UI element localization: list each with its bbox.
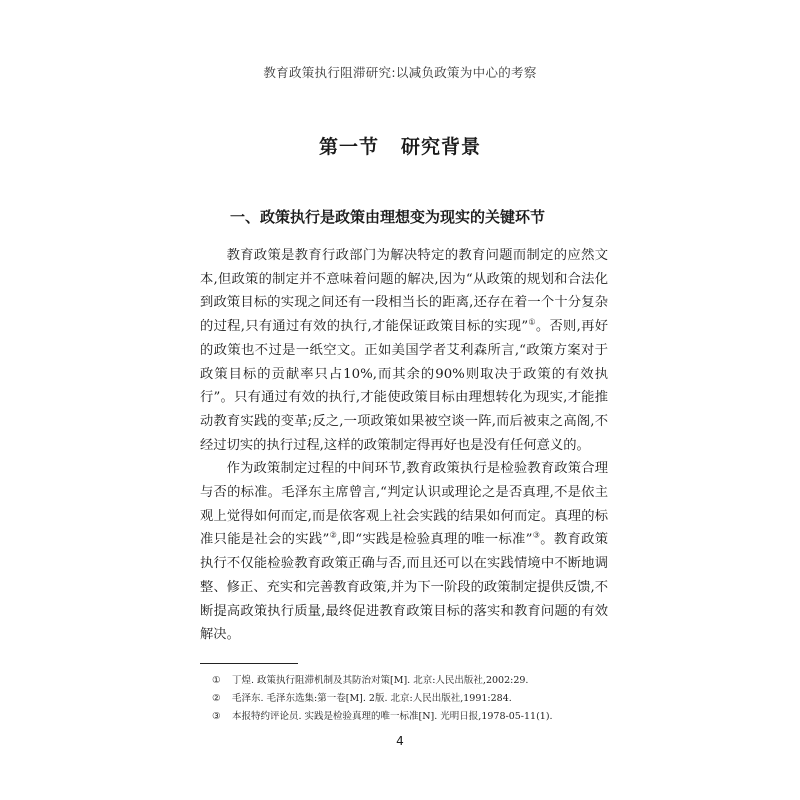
footnote-text: 丁煌. 政策执行阻滞机制及其防治对策[M]. 北京:人民出版社,2002:29. xyxy=(232,675,529,686)
footnote-mark: ③ xyxy=(212,711,221,722)
footnote-text: 毛泽东. 毛泽东选集:第一卷[M]. 2版. 北京:人民出版社,1991:284. xyxy=(232,693,512,704)
footnote-ref-2: ② xyxy=(329,531,338,541)
section-title-text: 研究背景 xyxy=(401,136,482,158)
footnote-3 xyxy=(200,708,620,726)
footnote-1 xyxy=(200,672,620,690)
body-text xyxy=(200,244,608,647)
footnote-ref-1: ① xyxy=(528,317,536,327)
running-header: 教育政策执行阻滞研究:以减负政策为中心的考察 xyxy=(263,65,537,80)
subsection-title: 一、政策执行是政策由理想变为现实的关键环节 xyxy=(230,208,546,226)
paragraph-2-text-a: 作为政策制定过程的中间环节,教育政策执行是检验教育政策合理与否的标准。毛泽东主席曾言,“判定认识或理论之是否真理,不是依主观上觉得如何而定,而是依客观上社会实践的结果如何而定。真理的标准只能是社会的实践” xyxy=(200,461,608,548)
paragraph-1 xyxy=(200,244,608,457)
footnote-divider xyxy=(200,663,298,664)
paragraph-2 xyxy=(200,457,608,647)
footnote-2 xyxy=(200,690,620,708)
paragraph-1-text-a: 教育政策是教育行政部门为解决特定的教育问题而制定的应然文本,但政策的制定并不意味着问题的解决,因为“从政策的规划和合法化到政策目标的实现之间还有一段相当长的距离,还存在着一个十分复杂的过程,只有通过有效的执行,才能保证政策目标的实现” xyxy=(200,248,608,335)
section-title xyxy=(0,132,800,159)
footnote-mark: ① xyxy=(212,675,221,686)
paragraph-2-text-c: 。教育政策执行不仅能检验教育政策正确与否,而且还可以在实践情境中不断地调整、修正、充实和完善教育政策,并为下一阶段的政策制定提供反馈,不断提高政策执行质量,最终促进教育政策目标的落实和教育问题的有效解决。 xyxy=(200,532,608,643)
footnote-ref-3: ③ xyxy=(532,531,541,541)
paragraph-1-text-b: 。否则,再好的政策也不过是一纸空文。正如美国学者艾利森所言,“政策方案对于政策目标的贡献率只占10%,而其余的90%则取决于政策的有效执行”。只有通过有效的执行,才能使政策目标由理想转化为现实,才能推动教育实践的变革;反之,一项政策如果被空谈一阵,而后被束之高阁,不经过切实的执行过程,这样的政策制定得再好也是没有任何意义的。 xyxy=(200,319,608,453)
footnote-text: 本报特约评论员. 实践是检验真理的唯一标准[N]. 光明日报,1978-05-11(1). xyxy=(232,711,553,722)
paragraph-2-text-b: ,即“实践是检验真理的唯一标准” xyxy=(337,532,533,548)
page-number: 4 xyxy=(396,734,404,748)
footnotes xyxy=(200,672,620,726)
footnote-mark: ② xyxy=(212,693,221,704)
section-number: 第一节 xyxy=(318,136,379,158)
